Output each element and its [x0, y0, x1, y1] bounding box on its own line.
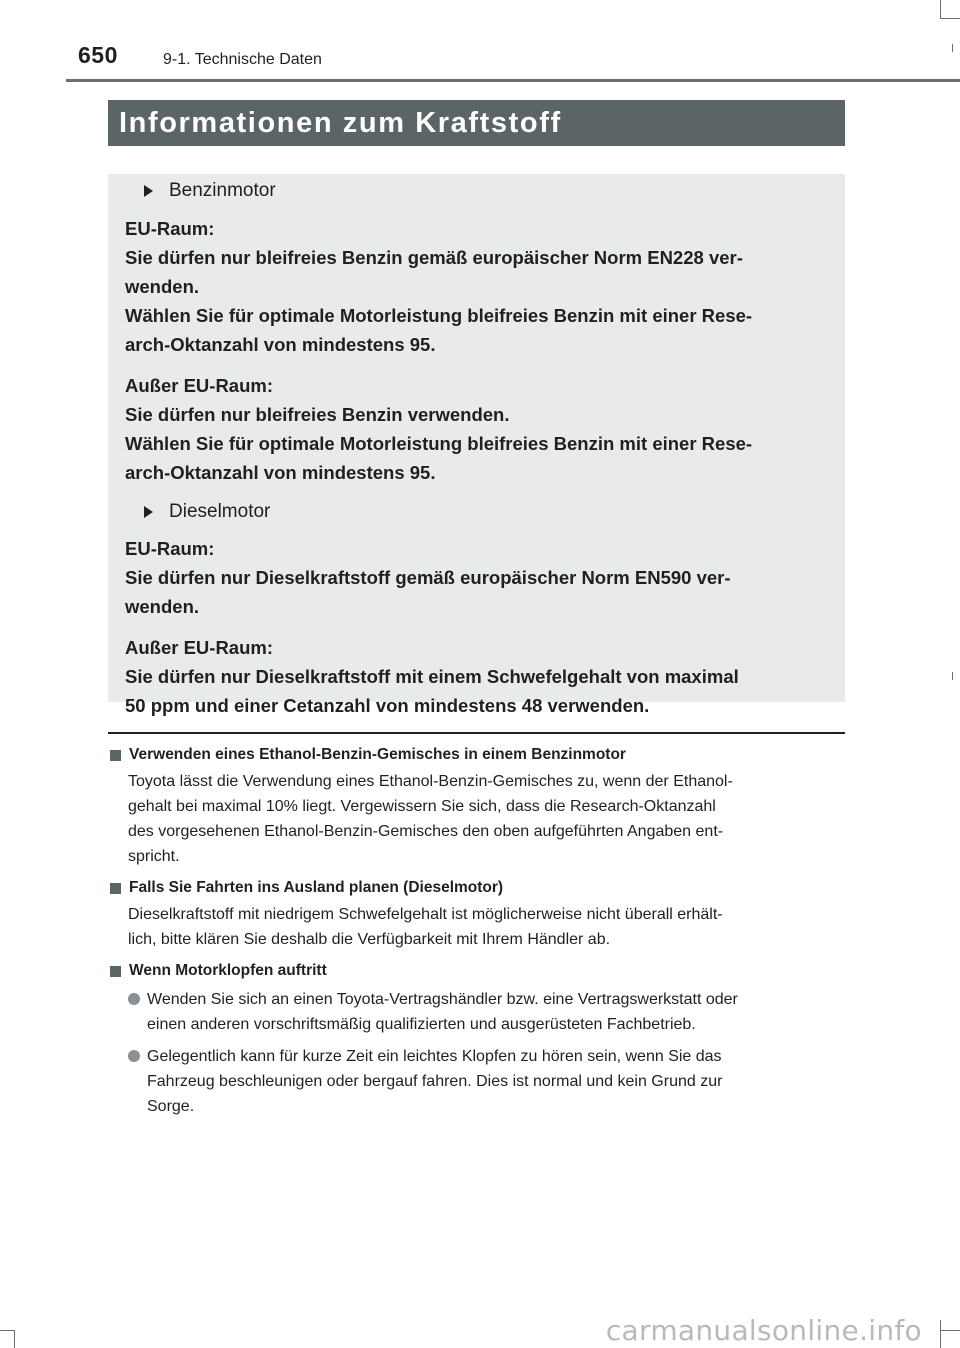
- engine-label: Dieselmotor: [169, 501, 271, 522]
- square-bullet-icon: [110, 750, 121, 761]
- bullet-text: Gelegentlich kann für kurze Zeit ein leichtes Klopfen zu hören sein, wenn Sie das Fahrzeug beschleunigen oder bergauf fahren. Dies ist normal und kein Grund zur Sorge.: [147, 1048, 723, 1115]
- region-text-eu: Sie dürfen nur Dieselkraftstoff gemäß europäischer Norm EN590 ver- wenden.: [125, 567, 731, 617]
- note-heading: [110, 877, 845, 899]
- page-title: Informationen zum Kraftstoff: [119, 106, 562, 139]
- notes-section: [110, 744, 845, 1119]
- crop-mark: [940, 1330, 960, 1331]
- note-abroad: [110, 877, 845, 952]
- bullet-text: Wenden Sie sich an einen Toyota-Vertragshändler bzw. eine Vertragswerkstatt oder einen anderen vorschriftsmäßig qualifizierten und ausgerüsteten Fachbetrieb.: [147, 991, 738, 1033]
- list-item: [110, 987, 845, 1037]
- region-label-eu: EU-Raum:: [125, 218, 215, 239]
- crop-mark: [940, 1320, 941, 1348]
- note-heading-text: Falls Sie Fahrten ins Ausland planen (Dieselmotor): [129, 879, 504, 896]
- region-label-non-eu: Außer EU-Raum:: [125, 637, 274, 658]
- engine-label: Benzinmotor: [169, 180, 276, 201]
- section-divider: [108, 732, 845, 734]
- engine-heading-petrol: [144, 176, 828, 206]
- note-knocking: [110, 960, 845, 1119]
- square-bullet-icon: [110, 966, 121, 977]
- note-body: Dieselkraftstoff mit niedrigem Schwefelgehalt ist möglicherweise nicht überall erhält- lich, bitte klären Sie deshalb die Verfügbarkeit mit Ihrem Händler ab.: [128, 906, 723, 948]
- note-heading: [110, 960, 845, 982]
- note-ethanol: [110, 744, 845, 869]
- engine-heading-diesel: [144, 497, 828, 527]
- region-label-non-eu: Außer EU-Raum:: [125, 375, 274, 396]
- triangle-bullet-icon: [144, 185, 153, 197]
- region-text-non-eu: Sie dürfen nur Dieselkraftstoff mit einem Schwefelgehalt von maximal 50 ppm und einer Cetanzahl von mindestens 48 verwenden.: [125, 666, 739, 716]
- region-text-non-eu: Sie dürfen nur bleifreies Benzin verwenden. Wählen Sie für optimale Motorleistung bleifreies Benzin mit einer Rese- arch-Oktanzahl von mindestens 95.: [125, 404, 753, 483]
- fuel-info-box: [108, 174, 845, 716]
- crop-mark: [952, 44, 953, 52]
- crop-mark: [940, 18, 960, 19]
- crop-mark: [0, 1330, 14, 1331]
- list-item: [110, 1044, 845, 1119]
- square-bullet-icon: [110, 883, 121, 894]
- region-text-eu: Sie dürfen nur bleifreies Benzin gemäß europäischer Norm EN228 ver- wenden. Wählen Sie für optimale Motorleistung bleifreies Benzin mit einer Rese- arch-Oktanzahl von mindestens 95.: [125, 247, 753, 355]
- page-number: 650: [78, 42, 118, 68]
- crop-mark: [14, 1330, 15, 1348]
- section-title: 9-1. Technische Daten: [163, 51, 322, 68]
- note-heading-text: Wenn Motorklopfen auftritt: [129, 962, 327, 979]
- crop-mark: [940, 0, 941, 18]
- header-rule: [66, 79, 960, 82]
- note-heading-text: Verwenden eines Ethanol-Benzin-Gemisches in einem Benzinmotor: [129, 746, 626, 763]
- circle-bullet-icon: [128, 993, 140, 1005]
- note-body: Toyota lässt die Verwendung eines Ethanol-Benzin-Gemisches zu, wenn der Ethanol- gehalt bei maximal 10% liegt. Vergewissern Sie sich, dass die Research-Oktanzahl des vorgesehenen Ethanol-Benzin-Gemisches den oben aufgeführten Angaben ent- spricht.: [128, 773, 733, 865]
- triangle-bullet-icon: [144, 506, 153, 518]
- circle-bullet-icon: [128, 1050, 140, 1062]
- region-label-eu: EU-Raum:: [125, 538, 215, 559]
- note-heading: [110, 744, 845, 766]
- title-bar: [108, 100, 845, 146]
- watermark: carmanualsonline.info: [605, 1314, 922, 1347]
- crop-mark: [952, 672, 953, 680]
